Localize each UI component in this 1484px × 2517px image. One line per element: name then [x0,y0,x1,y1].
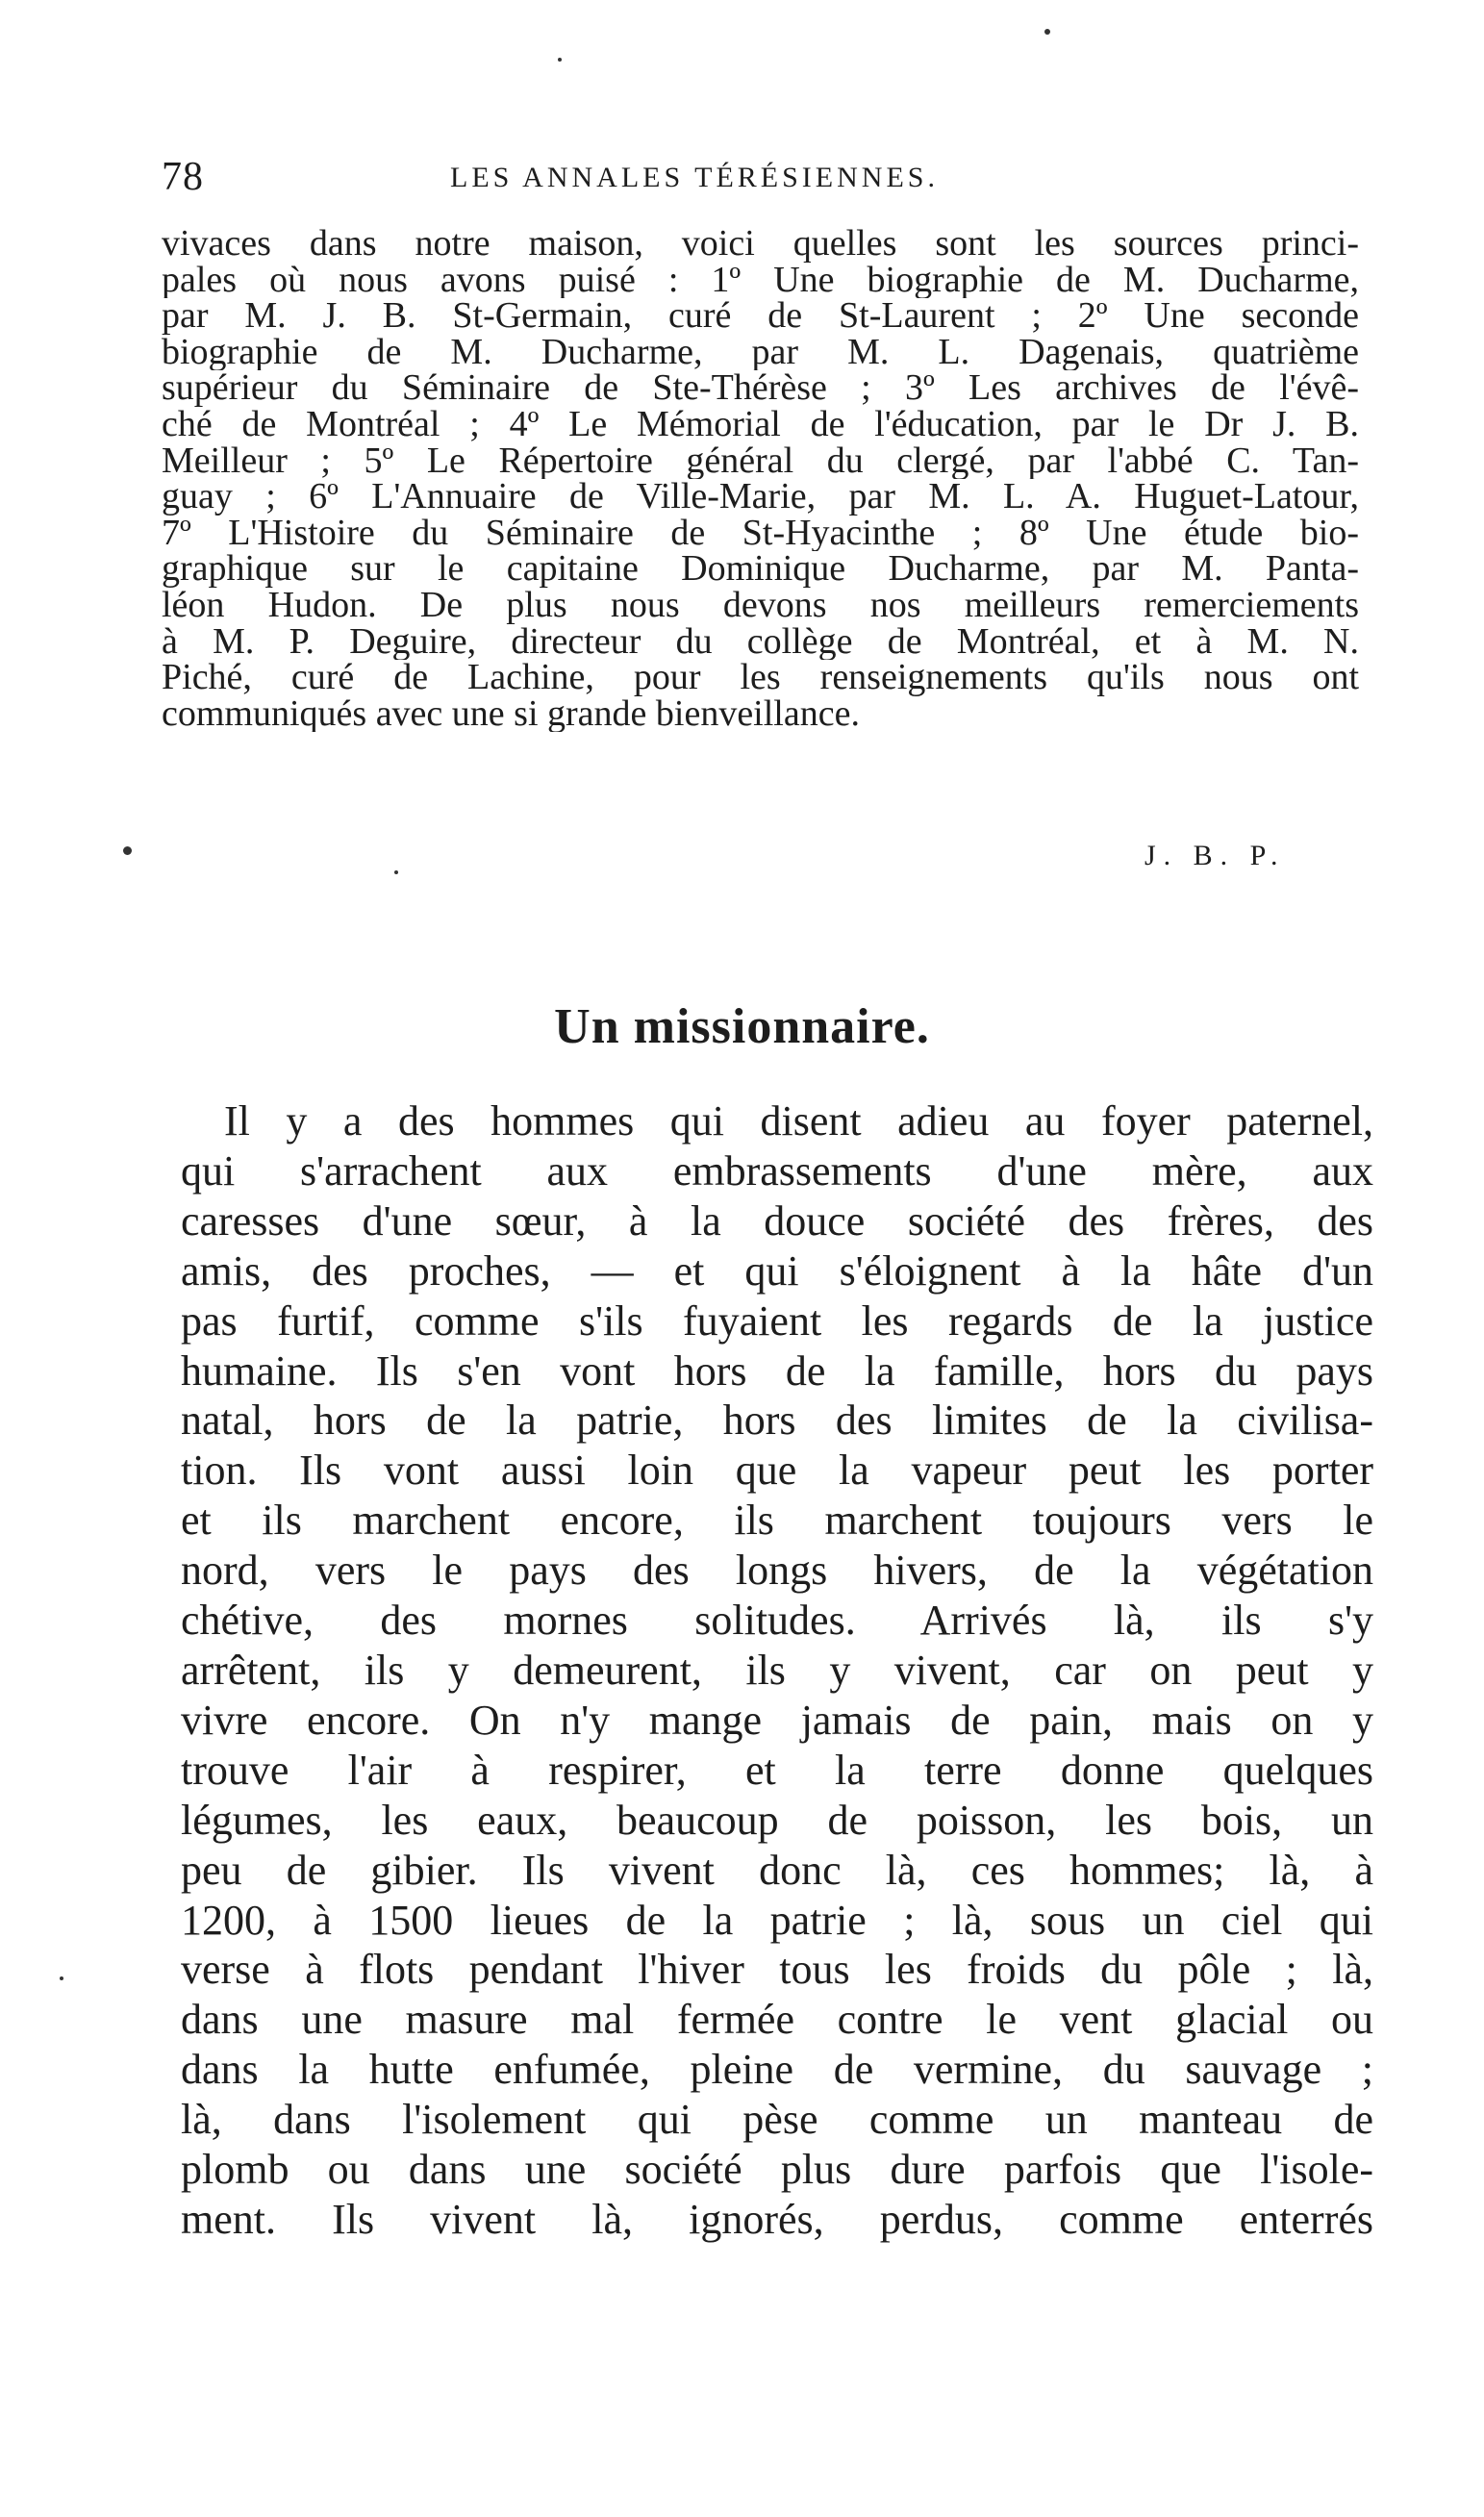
ink-speck [1044,29,1050,35]
page-number: 78 [162,155,204,199]
note-line: Meilleur ; 5º Le Répertoire général du clergé, par l'abbé C. Tan- [162,442,1359,480]
article-title: Un missionnaire. [554,999,930,1054]
body-line: dans une masure mal fermée contre le vent glacial ou [181,1996,1373,2044]
body-line: légumes, les eaux, beaucoup de poisson, les bois, un [181,1796,1373,1844]
note-line: par M. J. B. St-Germain, curé de St-Laurent ; 2º Une seconde [162,298,1359,335]
ink-speck [558,58,562,62]
body-line: vivre encore. On n'y mange jamais de pain, mais on y [181,1696,1373,1744]
ink-speck [394,870,398,874]
body-line: arrêtent, ils y demeurent, ils y vivent, car on peut y [181,1646,1373,1694]
page-header [162,154,1373,212]
body-line: pas furtif, comme s'ils fuyaient les regards de la justice [181,1296,1373,1345]
body-line: 1200, à 1500 lieues de la patrie ; là, sous un ciel qui [181,1896,1373,1944]
note-line: Piché, curé de Lachine, pour les renseignements qu'ils nous ont [162,660,1359,696]
note-line: supérieur du Séminaire de Ste-Thérèse ; 3º Les archives de l'évê- [162,370,1359,407]
note-line: graphique sur le capitaine Dominique Ducharme, par M. Panta- [162,551,1359,588]
body-line: chétive, des mornes solitudes. Arrivés là, ils s'y [181,1597,1373,1645]
body-line: amis, des proches, — et qui s'éloignent à la hâte d'un [181,1246,1373,1295]
note-line: léon Hudon. De plus nous devons nos meilleurs remerciements [162,587,1359,624]
body-line: humaine. Ils s'en vont hors de la famille, hors du pays [181,1347,1373,1395]
body-line: tion. Ils vont aussi loin que la vapeur peut les porter [181,1447,1373,1495]
note-line: guay ; 6º L'Annuaire de Ville-Marie, par M. L. A. Huguet-Latour, [162,479,1359,516]
body-line: plomb ou dans une société plus dure parfois que l'isole- [181,2146,1373,2194]
body-line: et ils marchent encore, ils marchent toujours vers le [181,1497,1373,1545]
body-line: qui s'arrachent aux embrassements d'une mère, aux [181,1146,1373,1195]
body-line: dans la hutte enfumée, pleine de vermine, du sauvage ; [181,2046,1373,2094]
note-line: communiqués avec une si grande bienveillance. [162,695,860,733]
running-head: LES ANNALES TÉRÉSIENNES. [450,162,939,193]
body-line: ment. Ils vivent là, ignorés, perdus, comme enterrés [181,2195,1373,2243]
body-line: Il y a des hommes qui disent adieu au foyer paternel, [224,1097,1373,1145]
note-line: vivaces dans notre maison, voici quelles sont les sources princi- [162,226,1359,263]
footnote-block [162,226,1359,732]
body-line: trouve l'air à respirer, et la terre donne quelques [181,1746,1373,1794]
ink-speck [60,1976,63,1980]
note-line: biographie de M. Ducharme, par M. L. Dagenais, quatrième [162,334,1359,371]
body-line: peu de gibier. Ils vivent donc là, ces hommes; là, à [181,1846,1373,1894]
note-line: 7º L'Histoire du Séminaire de St-Hyacinthe ; 8º Une étude bio- [162,515,1359,552]
body-line: natal, hors de la patrie, hors des limites de la civilisa- [181,1397,1373,1445]
ink-speck [123,846,132,855]
author-initials: J. B. P. [1144,840,1286,871]
body-line: nord, vers le pays des longs hivers, de la végétation [181,1547,1373,1595]
body-line: caresses d'une sœur, à la douce société des frères, des [181,1196,1373,1245]
article-body [181,1096,1373,2245]
note-line: pales où nous avons puisé : 1º Une biographie de M. Ducharme, [162,262,1359,299]
body-line: verse à flots pendant l'hiver tous les froids du pôle ; là, [181,1946,1373,1994]
note-line: à M. P. Deguire, directeur du collège de Montréal, et à M. N. [162,623,1359,661]
note-line: ché de Montréal ; 4º Le Mémorial de l'éducation, par le Dr J. B. [162,406,1359,443]
body-line: là, dans l'isolement qui pèse comme un manteau de [181,2096,1373,2144]
